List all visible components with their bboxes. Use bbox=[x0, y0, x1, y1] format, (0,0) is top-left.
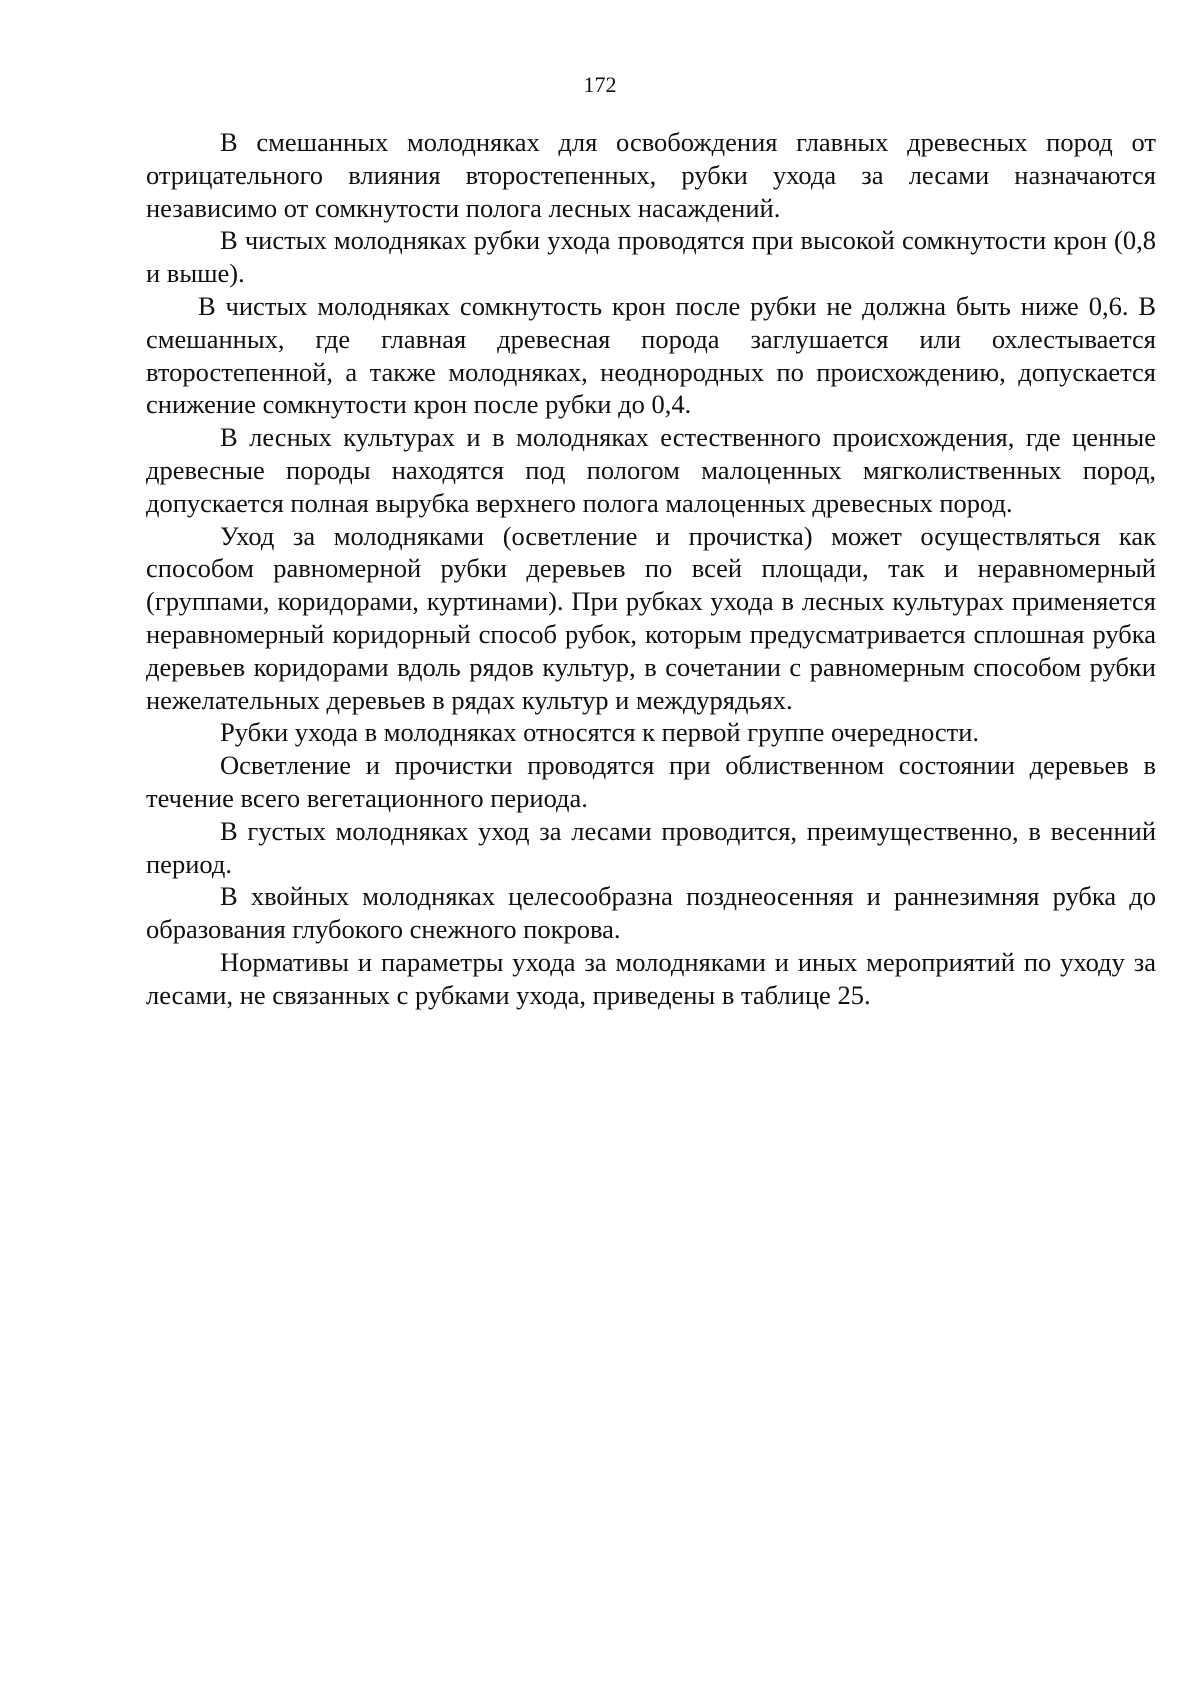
page-number: 172 bbox=[583, 72, 617, 97]
paragraph: В чистых молодняках рубки ухода проводятся при высокой сомкнутости крон (0,8 и выше). bbox=[146, 225, 1156, 289]
paragraph: Рубки ухода в молодняках относятся к первой группе очередности. bbox=[220, 717, 980, 748]
body-text bbox=[146, 126, 1156, 1012]
paragraph: В густых молодняках уход за лесами проводится, преимущественно, в весенний период. bbox=[146, 815, 1156, 879]
paragraph: В лесных культурах и в молодняках естественного происхождения, где ценные древесные породы находятся под пологом малоценных мягколиственных пород, допускается полная вырубка верхнего полога малоценных древесных пород. bbox=[146, 422, 1156, 518]
paragraph: Уход за молодняками (осветление и прочистка) может осуществляться как способом равномерной рубки деревьев по всей площади, так и неравномерный (группами, коридорами, куртинами). При рубках ухода в лесных культурах применяется неравномерный коридорный способ рубок, которым предусматривается сплошная рубка деревьев коридорами вдоль рядов культур, в сочетании с равномерным способом рубки нежелательных деревьев в рядах культур и междурядьях. bbox=[146, 520, 1156, 715]
paragraph: В чистых молодняках сомкнутость крон после рубки не должна быть ниже 0,6. В смешанных, где главная древесная порода заглушается или охлестывается второстепенной, а также молодняках, неоднородных по происхождению, допускается снижение сомкнутости крон после рубки до 0,4. bbox=[146, 290, 1156, 420]
paragraph: Нормативы и параметры ухода за молодняками и иных мероприятий по уходу за лесами, не связанных с рубками ухода, приведены в таблице 25. bbox=[146, 946, 1156, 1010]
paragraph: Осветление и прочистки проводятся при облиственном состоянии деревьев в течение всего вегетационного периода. bbox=[146, 750, 1156, 813]
paragraph: В смешанных молодняках для освобождения главных древесных пород от отрицательного влияния второстепенных, рубки ухода за лесами назначаются независимо от сомкнутости полога лесных насаждений. bbox=[146, 127, 1156, 223]
paragraph: В хвойных молодняках целесообразна позднеосенняя и раннезимняя рубка до образования глубокого снежного покрова. bbox=[146, 881, 1156, 945]
